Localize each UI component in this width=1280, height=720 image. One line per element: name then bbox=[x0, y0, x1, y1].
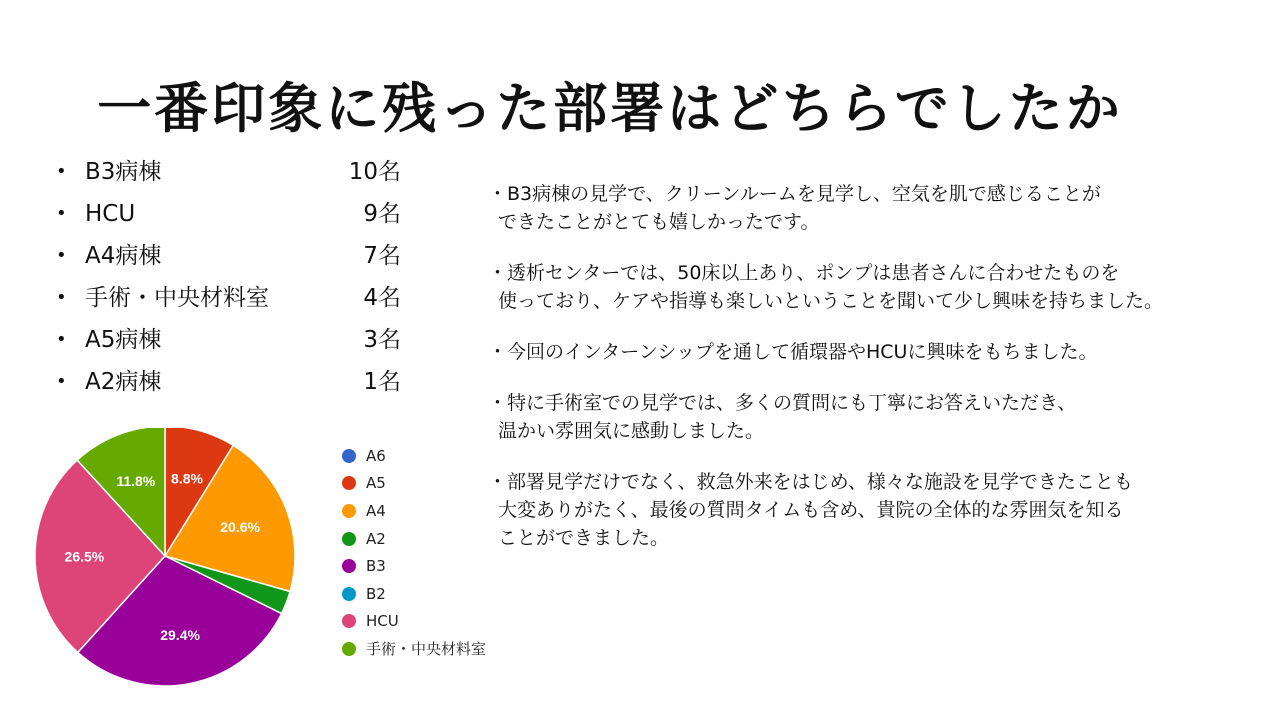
legend-label: A2 bbox=[366, 529, 386, 548]
legend-item bbox=[342, 580, 486, 608]
department-count: 4名 bbox=[363, 285, 401, 311]
slide-title: 一番印象に残った部署はどちらでしたか bbox=[97, 77, 1123, 140]
legend-swatch bbox=[342, 449, 356, 463]
legend-item bbox=[342, 552, 486, 580]
legend-swatch bbox=[342, 532, 356, 546]
comment-line: できたことがとても嬉しかったです。 bbox=[498, 211, 820, 233]
pie-data-label: 29.4% bbox=[160, 627, 200, 644]
legend-swatch bbox=[342, 587, 356, 601]
legend-swatch bbox=[342, 559, 356, 573]
comment-line: 使っており、ケアや指導も楽しいということを聞いて少し興味を持ちました。 bbox=[498, 290, 1164, 312]
comment-line: ・部署見学だけでなく、救急外来をはじめ、様々な施設を見学できたことも bbox=[488, 471, 1133, 493]
legend-label: HCU bbox=[366, 612, 399, 631]
department-name: B3病棟 bbox=[85, 159, 162, 185]
department-row bbox=[56, 196, 401, 238]
department-count: 3名 bbox=[363, 327, 401, 353]
pie-chart-svg bbox=[20, 428, 320, 698]
department-row bbox=[56, 364, 401, 406]
chart-legend bbox=[342, 442, 486, 663]
pie-chart bbox=[20, 428, 320, 698]
department-row bbox=[56, 322, 401, 364]
comment-line: ・今回のインターンシップを通して循環器やHCUに興味をもちました。 bbox=[488, 341, 1098, 363]
legend-item bbox=[342, 470, 486, 498]
bullet-icon: • bbox=[56, 203, 67, 224]
department-name: A4病棟 bbox=[85, 243, 162, 269]
pie-data-label: 20.6% bbox=[220, 518, 260, 535]
department-row bbox=[56, 154, 401, 196]
legend-label: A4 bbox=[366, 501, 386, 520]
legend-label: B3 bbox=[366, 557, 386, 576]
department-name: HCU bbox=[85, 201, 136, 227]
comment-item bbox=[488, 259, 1248, 315]
pie-data-label: 26.5% bbox=[64, 548, 105, 565]
bullet-icon: • bbox=[56, 245, 67, 266]
department-count: 1名 bbox=[363, 369, 401, 395]
legend-label: 手術・中央材料室 bbox=[366, 639, 487, 658]
legend-label: A6 bbox=[366, 446, 386, 465]
department-vote-list bbox=[56, 154, 401, 406]
legend-label: A5 bbox=[366, 474, 386, 493]
legend-item bbox=[342, 442, 486, 470]
department-name: A2病棟 bbox=[85, 369, 162, 395]
department-row bbox=[56, 238, 401, 280]
legend-swatch bbox=[342, 476, 356, 490]
legend-label: B2 bbox=[366, 584, 386, 603]
pie-data-label: 11.8% bbox=[116, 472, 156, 489]
comment-item bbox=[488, 389, 1248, 445]
bullet-icon: • bbox=[56, 329, 67, 350]
legend-item bbox=[342, 608, 486, 636]
bullet-icon: • bbox=[56, 161, 67, 182]
comment-line: ・特に手術室での見学では、多くの質問にも丁寧にお答えいただき、 bbox=[488, 392, 1077, 414]
comment-item bbox=[488, 180, 1248, 236]
legend-swatch bbox=[342, 614, 356, 628]
legend-item bbox=[342, 635, 486, 663]
legend-item bbox=[342, 525, 486, 553]
comment-line: ことができました。 bbox=[498, 527, 670, 549]
comment-line: 大変ありがたく、最後の質問タイムも含め、貴院の全体的な雰囲気を知る bbox=[498, 499, 1124, 521]
department-name: A5病棟 bbox=[85, 327, 162, 353]
department-name: 手術・中央材料室 bbox=[85, 285, 269, 311]
pie-data-label: 8.8% bbox=[171, 470, 203, 487]
comment-item bbox=[488, 338, 1248, 366]
department-count: 10名 bbox=[348, 159, 401, 185]
department-row bbox=[56, 280, 401, 322]
legend-swatch bbox=[342, 504, 356, 518]
comment-line: ・B3病棟の見学で、クリーンルームを見学し、空気を肌で感じることが bbox=[488, 183, 1101, 205]
bullet-icon: • bbox=[56, 371, 67, 392]
comment-line: 温かい雰囲気に感動しました。 bbox=[498, 420, 765, 442]
comment-line: ・透析センターでは、50床以上あり、ポンプは患者さんに合わせたものを bbox=[488, 262, 1120, 284]
legend-swatch bbox=[342, 642, 356, 656]
department-count: 7名 bbox=[363, 243, 401, 269]
legend-item bbox=[342, 497, 486, 525]
comments-list bbox=[488, 180, 1248, 575]
department-count: 9名 bbox=[363, 201, 401, 227]
bullet-icon: • bbox=[56, 287, 67, 308]
comment-item bbox=[488, 468, 1248, 552]
